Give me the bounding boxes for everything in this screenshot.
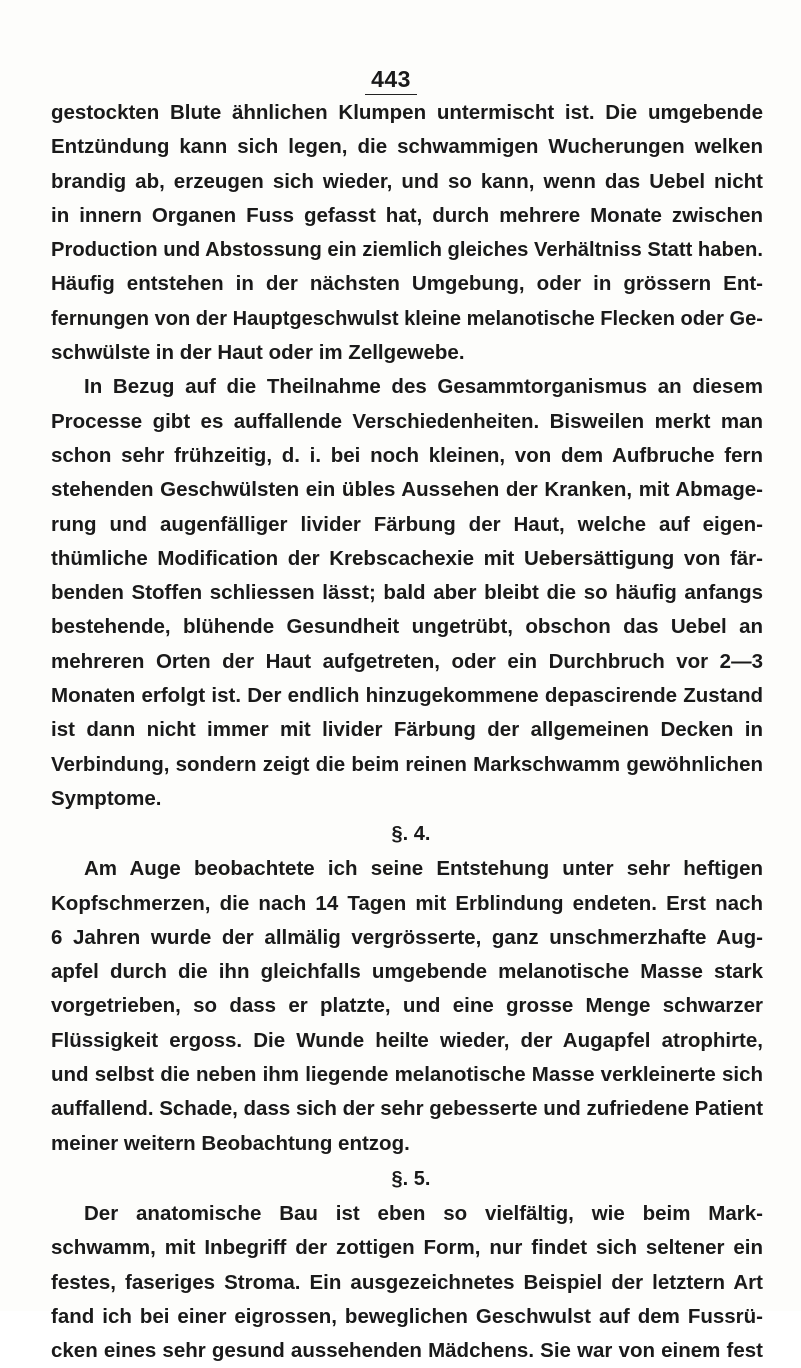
- text-line: cken eines sehr gesund aussehenden Mädchens. Sie war von einem fest: [51, 1339, 763, 1363]
- text-line: Production und Abstossung ein ziemlich gleiches Verhältniss Statt haben.: [51, 238, 764, 262]
- text-line: apfel durch die ihn gleichfalls umgebende melanotische Masse stark: [51, 960, 763, 984]
- text-line: gestockten Blute ähnlichen Klumpen untermischt ist. Die umgebende: [51, 101, 763, 124]
- text-line: Entzündung kann sich legen, die schwammigen Wucherungen welken: [51, 135, 763, 159]
- text-line: und selbst die neben ihm liegende melanotische Masse verkleinerte sich: [51, 1063, 763, 1087]
- section-heading: §. 4.: [391, 823, 431, 846]
- text-line: meiner weitern Beobachtung entzog.: [51, 1131, 410, 1155]
- body-text: [51, 96, 763, 1368]
- text-line: stehenden Geschwülsten ein übles Aussehen der Kranken, mit Abmage-: [51, 478, 763, 502]
- text-line: bestehende, blühende Gesundheit ungetrübt, obschon das Uebel an: [51, 615, 763, 639]
- text-line: ist dann nicht immer mit livider Färbung der allgemeinen Decken in: [51, 718, 763, 742]
- paragraph-first-line: Am Auge beobachtete ich seine Entstehung unter sehr heftigen: [84, 857, 763, 881]
- text-line: schon sehr frühzeitig, d. i. bei noch kleinen, von dem Aufbruche fern: [51, 443, 763, 467]
- text-line: Häufig entstehen in der nächsten Umgebung, oder in grössern Ent-: [51, 272, 763, 296]
- text-line: thümliche Modification der Krebscachexie mit Uebersättigung von fär-: [51, 546, 763, 570]
- text-line: fand ich bei einer eigrossen, beweglichen Geschwulst auf dem Fussrü-: [51, 1304, 763, 1328]
- text-line: Processe gibt es auffallende Verschiedenheiten. Bisweilen merkt man: [51, 409, 763, 433]
- paragraph-first-line: In Bezug auf die Theilnahme des Gesammtorganismus an diesem: [84, 375, 763, 399]
- text-line: mehreren Orten der Haut aufgetreten, oder ein Durchbruch vor 2—3: [51, 649, 763, 673]
- text-line: brandig ab, erzeugen sich wieder, und so kann, wenn das Uebel nicht: [51, 169, 763, 193]
- text-line: in innern Organen Fuss gefasst hat, durch mehrere Monate zwischen: [51, 203, 763, 227]
- text-line: Verbindung, sondern zeigt die beim reinen Markschwamm gewöhnlichen: [51, 752, 763, 776]
- text-line: 6 Jahren wurde der allmälig vergrösserte, ganz unschmerzhafte Aug-: [51, 925, 763, 949]
- text-line: Flüssigkeit ergoss. Die Wunde heilte wieder, der Augapfel atrophirte,: [51, 1028, 763, 1052]
- text-line: schwamm, mit Inbegriff der zottigen Form, nur findet sich seltener ein: [51, 1236, 763, 1260]
- text-line: Kopfschmerzen, die nach 14 Tagen mit Erblindung endeten. Erst nach: [51, 891, 763, 915]
- text-line: fernungen von der Hauptgeschwulst kleine melanotische Flecken oder Ge-: [51, 306, 763, 330]
- text-line: festes, faseriges Stroma. Ein ausgezeichnetes Beispiel der letztern Art: [51, 1270, 763, 1294]
- text-line: Symptome.: [51, 786, 162, 810]
- text-line: vorgetrieben, so dass er platzte, und eine grosse Menge schwarzer: [51, 994, 763, 1018]
- text-line: Monaten erfolgt ist. Der endlich hinzugekommene depascirende Zustand: [51, 684, 763, 708]
- text-line: rung und augenfälliger livider Färbung der Haut, welche auf eigen-: [51, 512, 763, 536]
- page-number: 443: [365, 66, 417, 95]
- text-line: benden Stoffen schliessen lässt; bald aber bleibt die so häufig anfangs: [51, 581, 763, 605]
- section-heading: §. 5.: [391, 1167, 431, 1190]
- paragraph-first-line: Der anatomische Bau ist eben so vielfältig, wie beim Mark-: [84, 1201, 763, 1225]
- text-line: schwülste in der Haut oder im Zellgewebe.: [51, 341, 465, 365]
- text-line: auffallend. Schade, dass sich der sehr gebesserte und zufriedene Patient: [51, 1097, 764, 1121]
